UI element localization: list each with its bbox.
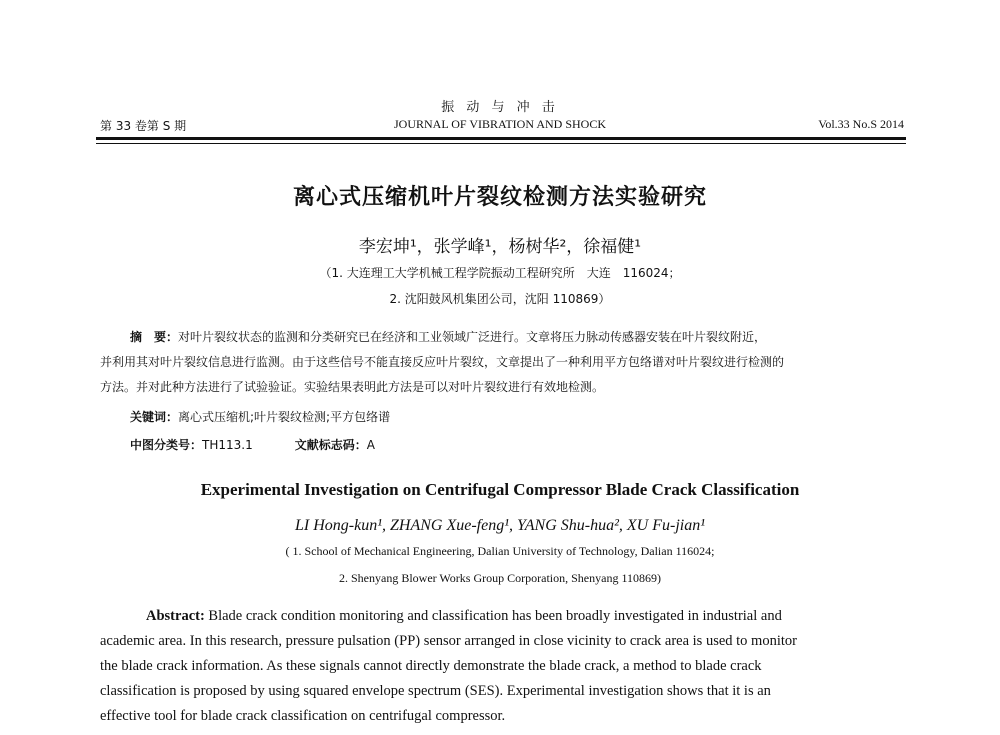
authors-en: LI Hong-kun¹, ZHANG Xue-feng¹, YANG Shu-hua², XU Fu-jian¹	[294, 517, 706, 534]
abstract-cn-line-2: 并利用其对叶片裂纹信息进行监测。由于这些信号不能直接反应叶片裂纹，文章提出了一种利用平方包络谱对叶片裂纹进行检测的	[100, 355, 785, 369]
volume-label: Vol.33 No.S 2014	[818, 117, 904, 131]
abstract-en-line-3: the blade crack information. As these signals cannot directly demonstrate the blade crack, a method to blade crack	[100, 658, 762, 674]
abstract-en-label: Abstract:	[146, 608, 205, 624]
authors-cn: 李宏坤¹，张学峰¹，杨树华²，徐福健¹	[358, 237, 642, 257]
class-value: TH113.1	[202, 438, 253, 452]
abstract-cn-line-3: 方法。并对此种方法进行了试验验证。实验结果表明此方法是可以对叶片裂纹进行有效地检测。	[100, 380, 605, 394]
abstract-en-line-1	[146, 608, 782, 625]
paper-title-cn: 离心式压缩机叶片裂纹检测方法实验研究	[292, 185, 707, 210]
abstract-en-text-1: Blade crack condition monitoring and classification has been broadly investigated in industrial and	[208, 608, 782, 624]
journal-name-en: JOURNAL OF VIBRATION AND SHOCK	[393, 117, 607, 131]
abstract-en-line-5: effective tool for blade crack classification on centrifugal compressor.	[100, 708, 506, 724]
keywords-cn-text: 离心式压缩机;叶片裂纹检测;平方包络谱	[178, 410, 391, 424]
abstract-cn-text-1: 对叶片裂纹状态的监测和分类研究已在经济和工业领域广泛进行。文章将压力脉动传感器安装在叶片裂纹附近，	[178, 330, 767, 344]
abstract-cn-label: 摘 要：	[130, 330, 179, 344]
affiliation-cn-1: （1. 大连理工大学机械工程学院振动工程研究所 大连 116024；	[319, 266, 681, 280]
paper-title-en: Experimental Investigation on Centrifugal Compressor Blade Crack Classification	[200, 480, 800, 499]
keywords-cn	[130, 408, 390, 425]
affiliation-en-1: ( 1. School of Mechanical Engineering, Dalian University of Technology, Dalian 116024;	[285, 544, 715, 558]
doc-code-label: 文献标志码：	[294, 438, 367, 452]
affiliation-en-2: 2. Shenyang Blower Works Group Corporation, Shenyang 110869)	[339, 571, 661, 585]
header-rule-thin	[96, 143, 906, 144]
abstract-en-line-4: classification is proposed by using squared envelope spectrum (SES). Experimental investigation shows that it is an	[100, 683, 771, 699]
issue-label: 第 33 卷第 S 期	[100, 119, 187, 133]
abstract-cn-line-1	[130, 328, 766, 345]
doc-code-value: A	[366, 438, 375, 452]
keywords-cn-label: 关键词：	[130, 410, 179, 424]
header-rule-thick	[96, 137, 906, 140]
abstract-en-line-2: academic area. In this research, pressure pulsation (PP) sensor arranged in close vicinity to crack area is used to monitor	[100, 633, 797, 649]
journal-name-cn: 振 动 与 冲 击	[441, 100, 559, 115]
class-label: 中图分类号：	[130, 438, 203, 452]
classification-cn	[130, 436, 375, 453]
affiliation-cn-2: 2. 沈阳鼓风机集团公司，沈阳 110869）	[389, 292, 611, 306]
